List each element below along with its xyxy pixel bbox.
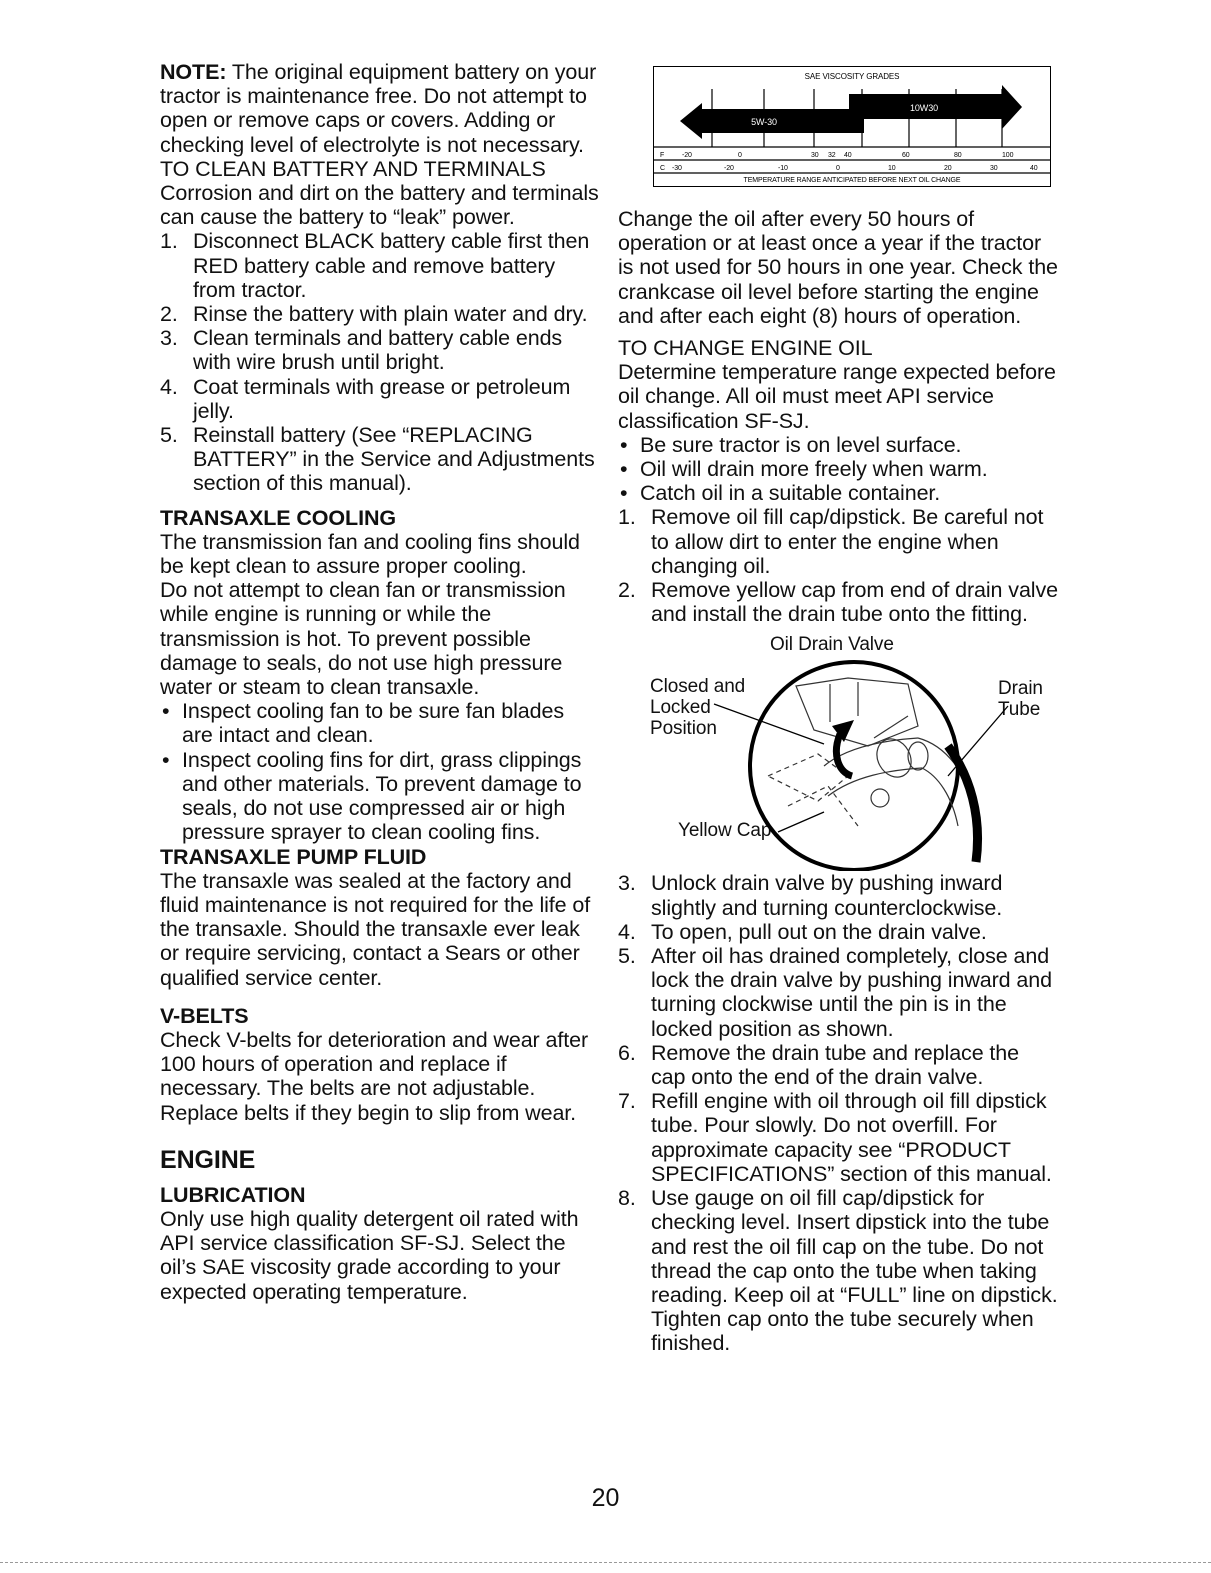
viscosity-chart bbox=[653, 66, 1051, 187]
step-text: Disconnect BLACK battery cable first then RED battery cable and remove battery from tractor. bbox=[193, 229, 590, 302]
vbelts-heading: V-BELTS bbox=[160, 1003, 249, 1028]
bullet-icon: • bbox=[620, 432, 628, 457]
bullet-text: Inspect cooling fan to be sure fan blades are intact and clean. bbox=[182, 699, 564, 748]
change-heading: TO CHANGE ENGINE OIL bbox=[618, 336, 873, 361]
right-column bbox=[618, 66, 1058, 1356]
cooling-paragraph-2: Do not attempt to clean fan or transmission while engine is running or while the transmission is hot. To prevent possible damage to seals, do not use high pressure water or steam to clean transaxle. bbox=[160, 578, 566, 700]
list-item bbox=[618, 944, 1058, 1041]
change-intro: Determine temperature range expected before oil change. All oil must meet API service classification SF-SJ. bbox=[618, 360, 1056, 433]
step-number: 2. bbox=[160, 302, 178, 327]
list-item bbox=[160, 423, 600, 496]
f-tick: 40 bbox=[844, 152, 852, 159]
step-number: 5. bbox=[618, 944, 636, 969]
list-item bbox=[618, 871, 1058, 919]
step-text: Use gauge on oil fill cap/dipstick for checking level. Insert dipstick into the tube and rest the oil fill cap on the tube. Do not thread the cap onto the tube when taking reading. Keep oil at “FULL” line on dipstick. Tighten cap onto the tube securely when finished. bbox=[651, 1186, 1058, 1356]
list-item bbox=[160, 375, 600, 423]
list-item bbox=[618, 1186, 1058, 1355]
lubrication-text: Only use high quality detergent oil rated with API service classification SF-SJ. Select the oil’s SAE viscosity grade according to your expected operating temperature. bbox=[160, 1206, 579, 1304]
step-text: Remove the drain tube and replace the cap onto the end of the drain valve. bbox=[651, 1040, 1020, 1090]
step-number: 1. bbox=[618, 505, 636, 530]
f-tick: 32 bbox=[828, 152, 836, 159]
step-text: Refill engine with oil through oil fill dipstick tube. Pour slowly. Do not overfill. For approximate capacity see “PRODUCT SPECIFICATIONS” section of this manual. bbox=[651, 1089, 1052, 1186]
bullet-text: Catch oil in a suitable container. bbox=[640, 481, 941, 506]
drain-valve-illustration bbox=[618, 626, 1058, 871]
step-number: 3. bbox=[160, 326, 178, 351]
figure-title: Oil Drain Valve bbox=[770, 634, 894, 656]
closed-locked-label: Closed and Locked Position bbox=[650, 676, 746, 740]
list-item bbox=[618, 481, 1058, 505]
list-item bbox=[618, 433, 1058, 457]
list-item bbox=[618, 457, 1058, 481]
cooling-paragraph-1: The transmission fan and cooling fins should be kept clean to assure proper cooling. bbox=[160, 529, 580, 579]
oil-drain-figure bbox=[618, 626, 1058, 871]
list-item bbox=[618, 920, 1058, 944]
step-number: 1. bbox=[160, 229, 178, 254]
grade-low-label: 5W-30 bbox=[751, 117, 777, 127]
change-bullets bbox=[618, 433, 1058, 506]
list-item bbox=[160, 699, 600, 747]
clean-intro: Corrosion and dirt on the battery and terminals can cause the battery to “leak” power. bbox=[160, 181, 599, 230]
left-column bbox=[160, 60, 600, 1304]
f-label: F bbox=[660, 152, 665, 159]
step-number: 4. bbox=[618, 919, 636, 944]
c-tick: -30 bbox=[672, 165, 682, 172]
cooling-bullets bbox=[160, 699, 600, 844]
list-item bbox=[618, 1041, 1058, 1089]
c-tick: 20 bbox=[944, 165, 952, 172]
list-item bbox=[160, 748, 600, 845]
c-tick: -10 bbox=[778, 165, 788, 172]
step-text: Reinstall battery (See “REPLACING BATTERY” in the Service and Adjustments section of this manual). bbox=[193, 423, 595, 496]
list-item bbox=[160, 326, 600, 374]
chart-title: SAE VISCOSITY GRADES bbox=[804, 72, 900, 81]
note-paragraph bbox=[160, 60, 600, 157]
step-number: 3. bbox=[618, 871, 636, 896]
note-text: The original equipment battery on your tractor is maintenance free. Do not attempt to open or remove caps or covers. Adding or checking level of electrolyte is not necessary. bbox=[160, 60, 597, 157]
cooling-heading: TRANSAXLE COOLING bbox=[160, 505, 396, 530]
list-item bbox=[160, 302, 600, 326]
clean-steps-list bbox=[160, 229, 600, 495]
step-number: 4. bbox=[160, 374, 178, 399]
engine-heading: ENGINE bbox=[160, 1145, 256, 1174]
step-number: 6. bbox=[618, 1040, 636, 1065]
detail-circle bbox=[750, 662, 958, 870]
c-axis bbox=[660, 165, 1038, 172]
f-tick: 100 bbox=[1002, 152, 1014, 159]
bullet-icon: • bbox=[162, 699, 170, 724]
bullet-icon: • bbox=[620, 457, 628, 482]
viscosity-chart-graphic bbox=[654, 67, 1050, 186]
step-number: 7. bbox=[618, 1089, 636, 1114]
pump-heading: TRANSAXLE PUMP FLUID bbox=[160, 844, 427, 869]
valve-sketch bbox=[768, 678, 978, 826]
c-tick: 10 bbox=[888, 165, 896, 172]
chart-footer: TEMPERATURE RANGE ANTICIPATED BEFORE NEXT OIL CHANGE bbox=[743, 177, 961, 184]
clean-heading: TO CLEAN BATTERY AND TERMINALS bbox=[160, 156, 546, 181]
f-axis bbox=[660, 152, 1014, 159]
bullet-text: Be sure tractor is on level surface. bbox=[640, 432, 962, 457]
list-item bbox=[160, 229, 600, 302]
c-tick: 0 bbox=[836, 165, 840, 172]
c-label: C bbox=[660, 165, 665, 172]
page-number: 20 bbox=[591, 1484, 620, 1512]
f-tick: -20 bbox=[682, 152, 692, 159]
step-text: Remove oil fill cap/dipstick. Be careful not to allow dirt to enter the engine when changing oil. bbox=[651, 505, 1044, 578]
bullet-text: Inspect cooling fins for dirt, grass clippings and other materials. To prevent damage to seals, do not use compressed air or high pressure sprayer to clean cooling fins. bbox=[182, 747, 582, 845]
c-tick: 40 bbox=[1030, 165, 1038, 172]
list-item bbox=[618, 505, 1058, 578]
step-number: 8. bbox=[618, 1186, 636, 1211]
f-tick: 30 bbox=[811, 152, 819, 159]
step-text: Coat terminals with grease or petroleum jelly. bbox=[193, 374, 571, 423]
c-tick: 30 bbox=[990, 165, 998, 172]
bullet-icon: • bbox=[620, 481, 628, 506]
lubrication-heading: LUBRICATION bbox=[160, 1182, 306, 1207]
bullet-text: Oil will drain more freely when warm. bbox=[640, 457, 988, 482]
pump-text: The transaxle was sealed at the factory and fluid maintenance is not required for the life of the transaxle. Should the transaxle ever leak or require servicing, contact a Sears or other qualified service center. bbox=[160, 868, 591, 990]
bullet-icon: • bbox=[162, 747, 170, 772]
step-text: To open, pull out on the drain valve. bbox=[651, 919, 987, 944]
step-number: 2. bbox=[618, 578, 636, 603]
step-text: Unlock drain valve by pushing inward slightly and turning counterclockwise. bbox=[651, 871, 1003, 920]
vbelts-text: Check V-belts for deterioration and wear after 100 hours of operation and replace if necessary. The belts are not adjustable. Replace belts if they begin to slip from wear. bbox=[160, 1027, 589, 1125]
step-text: Clean terminals and battery cable ends with wire brush until bright. bbox=[193, 326, 563, 375]
list-item bbox=[618, 578, 1058, 626]
step-text: Remove yellow cap from end of drain valve and install the drain tube onto the fitting. bbox=[651, 578, 1058, 627]
change-paragraph: Change the oil after every 50 hours of operation or at least once a year if the tractor is not used for 50 hours in one year. Check the crankcase oil level before starting the engine and after each eight (8) hours of operation. bbox=[618, 207, 1058, 328]
f-tick: 60 bbox=[902, 152, 910, 159]
page-bottom-divider bbox=[0, 1562, 1211, 1563]
change-steps-b bbox=[618, 871, 1058, 1355]
note-label: NOTE: bbox=[160, 60, 227, 84]
drain-tube-label: Drain Tube bbox=[998, 678, 1043, 721]
yellow-cap-label: Yellow Cap bbox=[678, 820, 772, 842]
grade-high-label: 10W30 bbox=[909, 103, 939, 113]
step-text: After oil has drained completely, close and lock the drain valve by pushing inward and turning clockwise until the pin is in the locked position as shown. bbox=[651, 944, 1052, 1041]
c-tick: -20 bbox=[724, 165, 734, 172]
step-text: Rinse the battery with plain water and dry. bbox=[193, 302, 588, 327]
list-item bbox=[618, 1089, 1058, 1186]
change-steps-a bbox=[618, 505, 1058, 626]
f-tick: 0 bbox=[738, 152, 742, 159]
step-number: 5. bbox=[160, 423, 178, 448]
f-tick: 80 bbox=[954, 152, 962, 159]
